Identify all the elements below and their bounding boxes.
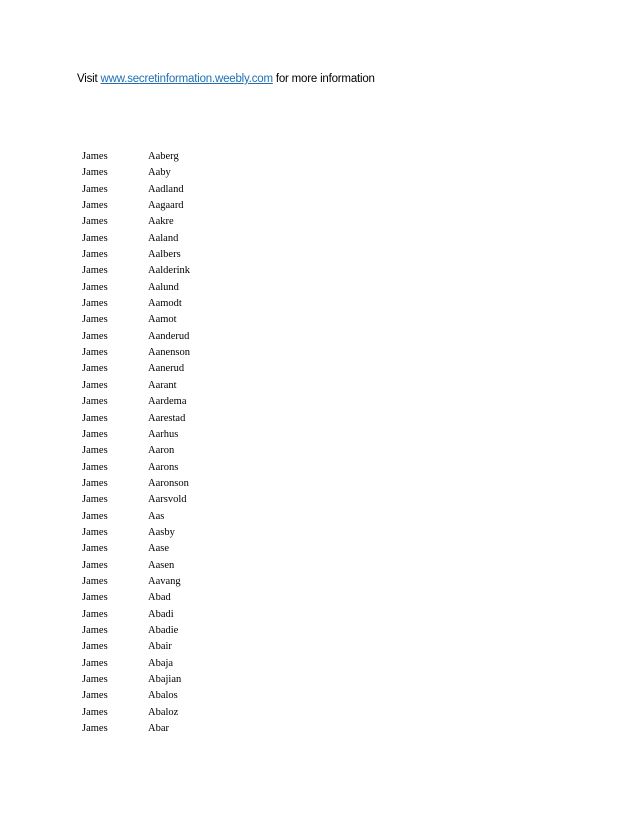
first-name: James xyxy=(82,216,108,228)
first-name: James xyxy=(82,412,108,424)
list-item xyxy=(82,688,190,704)
list-item xyxy=(82,427,190,443)
list-item xyxy=(82,607,190,623)
list-item xyxy=(82,280,190,296)
first-name: James xyxy=(82,281,108,293)
last-name: Abad xyxy=(148,592,171,604)
last-name: Aanerud xyxy=(148,363,185,375)
last-name: Aakre xyxy=(148,216,174,228)
first-name: James xyxy=(82,363,108,375)
last-name: Aasen xyxy=(148,559,175,571)
first-name: James xyxy=(82,624,108,636)
list-item xyxy=(82,590,190,606)
first-name: James xyxy=(82,232,108,244)
last-name: Aagaard xyxy=(148,200,184,212)
list-item xyxy=(82,182,190,198)
list-item xyxy=(82,672,190,688)
list-item xyxy=(82,509,190,525)
first-name: James xyxy=(82,559,108,571)
last-name: Abair xyxy=(148,641,172,653)
list-item xyxy=(82,525,190,541)
last-name: Abaja xyxy=(148,657,174,669)
header-suffix: for more information xyxy=(272,73,375,85)
first-name: James xyxy=(82,723,108,735)
last-name: Aarestad xyxy=(148,412,186,424)
first-name: James xyxy=(82,249,108,261)
first-name: James xyxy=(82,379,108,391)
last-name: Aarsvold xyxy=(148,494,187,506)
first-name: James xyxy=(82,265,108,277)
list-item xyxy=(82,705,190,721)
first-name: James xyxy=(82,526,108,538)
last-name: Aaberg xyxy=(148,151,179,162)
list-item xyxy=(82,198,190,214)
list-item xyxy=(82,476,190,492)
list-item xyxy=(82,639,190,655)
list-item xyxy=(82,378,190,394)
website-link[interactable]: www.secretinformation.weebly.com xyxy=(100,73,273,85)
first-name: James xyxy=(82,706,108,718)
last-name: Abadi xyxy=(148,608,174,620)
last-name: Abaloz xyxy=(148,706,179,718)
first-name: James xyxy=(82,543,108,555)
last-name: Aaron xyxy=(148,445,175,457)
list-item xyxy=(82,541,190,557)
last-name: Aaronson xyxy=(148,477,189,489)
first-name: James xyxy=(82,641,108,653)
first-name: James xyxy=(82,690,108,702)
last-name: Aaby xyxy=(148,167,171,179)
list-item xyxy=(82,460,190,476)
first-name: James xyxy=(82,396,108,408)
first-name: James xyxy=(82,183,108,195)
header-prefix: Visit xyxy=(77,73,101,85)
last-name: Abadie xyxy=(148,624,179,636)
first-name: James xyxy=(82,167,108,179)
last-name: Aasby xyxy=(148,526,175,538)
list-item xyxy=(82,574,190,590)
first-name: James xyxy=(82,461,108,473)
first-name: James xyxy=(82,592,108,604)
last-name: Aardema xyxy=(148,396,187,408)
first-name: James xyxy=(82,298,108,310)
list-item xyxy=(82,411,190,427)
list-item xyxy=(82,345,190,361)
list-item xyxy=(82,165,190,181)
last-name: Aalbers xyxy=(148,249,181,261)
list-item xyxy=(82,296,190,312)
first-name: James xyxy=(82,445,108,457)
first-name: James xyxy=(82,314,108,326)
list-item xyxy=(82,558,190,574)
list-item xyxy=(82,312,190,328)
list-item xyxy=(82,149,190,165)
list-item xyxy=(82,443,190,459)
first-name: James xyxy=(82,200,108,212)
first-name: James xyxy=(82,494,108,506)
last-name: Aadland xyxy=(148,183,184,195)
list-item xyxy=(82,656,190,672)
last-name: Aas xyxy=(148,510,165,522)
list-item xyxy=(82,231,190,247)
last-name: Aanderud xyxy=(148,330,190,342)
last-name: Aanenson xyxy=(148,347,190,359)
last-name: Aalund xyxy=(148,281,179,293)
first-name: James xyxy=(82,510,108,522)
last-name: Abajian xyxy=(148,674,182,685)
first-name: James xyxy=(82,330,108,342)
last-name: Aarhus xyxy=(148,428,179,440)
list-item xyxy=(82,492,190,508)
header-line xyxy=(77,73,375,85)
list-item xyxy=(82,329,190,345)
last-name: Abalos xyxy=(148,690,178,702)
list-item xyxy=(82,361,190,377)
last-name: Abar xyxy=(148,723,169,735)
first-name: James xyxy=(82,608,108,620)
last-name: Aaland xyxy=(148,232,179,244)
last-name: Aarons xyxy=(148,461,179,473)
first-name: James xyxy=(82,477,108,489)
list-item xyxy=(82,623,190,639)
list-item xyxy=(82,263,190,279)
last-name: Aase xyxy=(148,543,169,555)
list-item xyxy=(82,247,190,263)
first-name: James xyxy=(82,151,108,162)
last-name: Aamodt xyxy=(148,298,182,310)
first-name: James xyxy=(82,575,108,587)
last-name: Aarant xyxy=(148,379,177,391)
names-list xyxy=(82,149,190,737)
last-name: Aavang xyxy=(148,575,181,587)
first-name: James xyxy=(82,428,108,440)
list-item xyxy=(82,214,190,230)
first-name: James xyxy=(82,657,108,669)
list-item xyxy=(82,721,190,737)
last-name: Aalderink xyxy=(148,265,190,277)
list-item xyxy=(82,394,190,410)
first-name: James xyxy=(82,347,108,359)
last-name: Aamot xyxy=(148,314,177,326)
first-name: James xyxy=(82,674,108,685)
